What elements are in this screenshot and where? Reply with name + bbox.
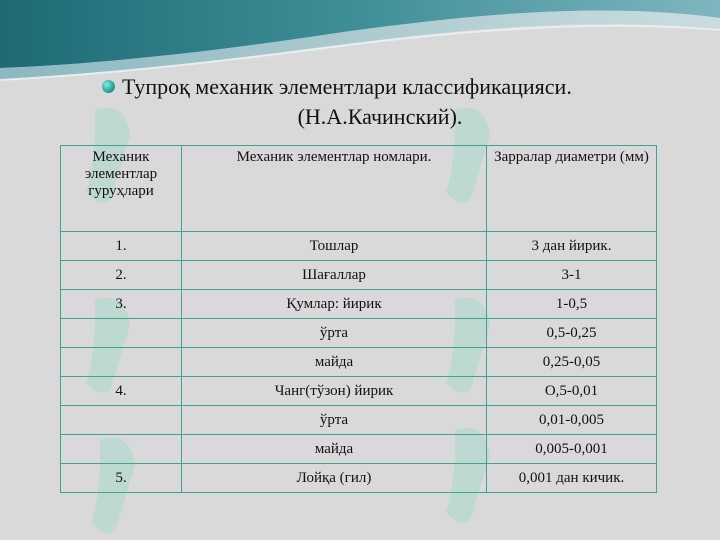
cell-name: майда [182,348,487,377]
cell-diameter: 0,01-0,005 [487,406,657,435]
table-header-row [61,146,657,232]
table-row [61,406,657,435]
table-row [61,261,657,290]
cell-group: 1. [61,232,182,261]
cell-diameter: 0,5-0,25 [487,319,657,348]
cell-diameter: 0,005-0,001 [487,435,657,464]
cell-group [61,435,182,464]
cell-name: майда [182,435,487,464]
cell-name: ўрта [182,319,487,348]
cell-name: ўрта [182,406,487,435]
cell-diameter: 0,25-0,05 [487,348,657,377]
title-line-1: Тупроқ механик элементлари классификацияси. [122,74,572,99]
cell-diameter: О,5-0,01 [487,377,657,406]
table-row [61,232,657,261]
header-cell-group: Механик элементлар гуруҳлари [61,146,182,232]
title-line-2: (Н.А.Качинский). [297,104,463,129]
cell-name: Тошлар [182,232,487,261]
cell-diameter: 0,001 дан кичик. [487,464,657,493]
cell-group [61,406,182,435]
cell-group: 5. [61,464,182,493]
cell-group [61,319,182,348]
bullet-icon [102,80,115,93]
table-row [61,290,657,319]
cell-group: 2. [61,261,182,290]
cell-diameter: 3 дан йирик. [487,232,657,261]
cell-diameter: 3-1 [487,261,657,290]
table-row [61,319,657,348]
table-row [61,435,657,464]
cell-group [61,348,182,377]
table-row [61,348,657,377]
header-cell-name: Механик элементлар номлари. [182,146,487,232]
table-row [61,464,657,493]
header-cell-diameter: Зарралар диаметри (мм) [487,146,657,232]
cell-name: Лойқа (гил) [182,464,487,493]
cell-name: Шағаллар [182,261,487,290]
cell-group: 4. [61,377,182,406]
classification-table [60,145,657,493]
cell-name: Чанг(тўзон) йирик [182,377,487,406]
table-row [61,377,657,406]
cell-name: Қумлар: йирик [182,290,487,319]
cell-diameter: 1-0,5 [487,290,657,319]
cell-group: 3. [61,290,182,319]
